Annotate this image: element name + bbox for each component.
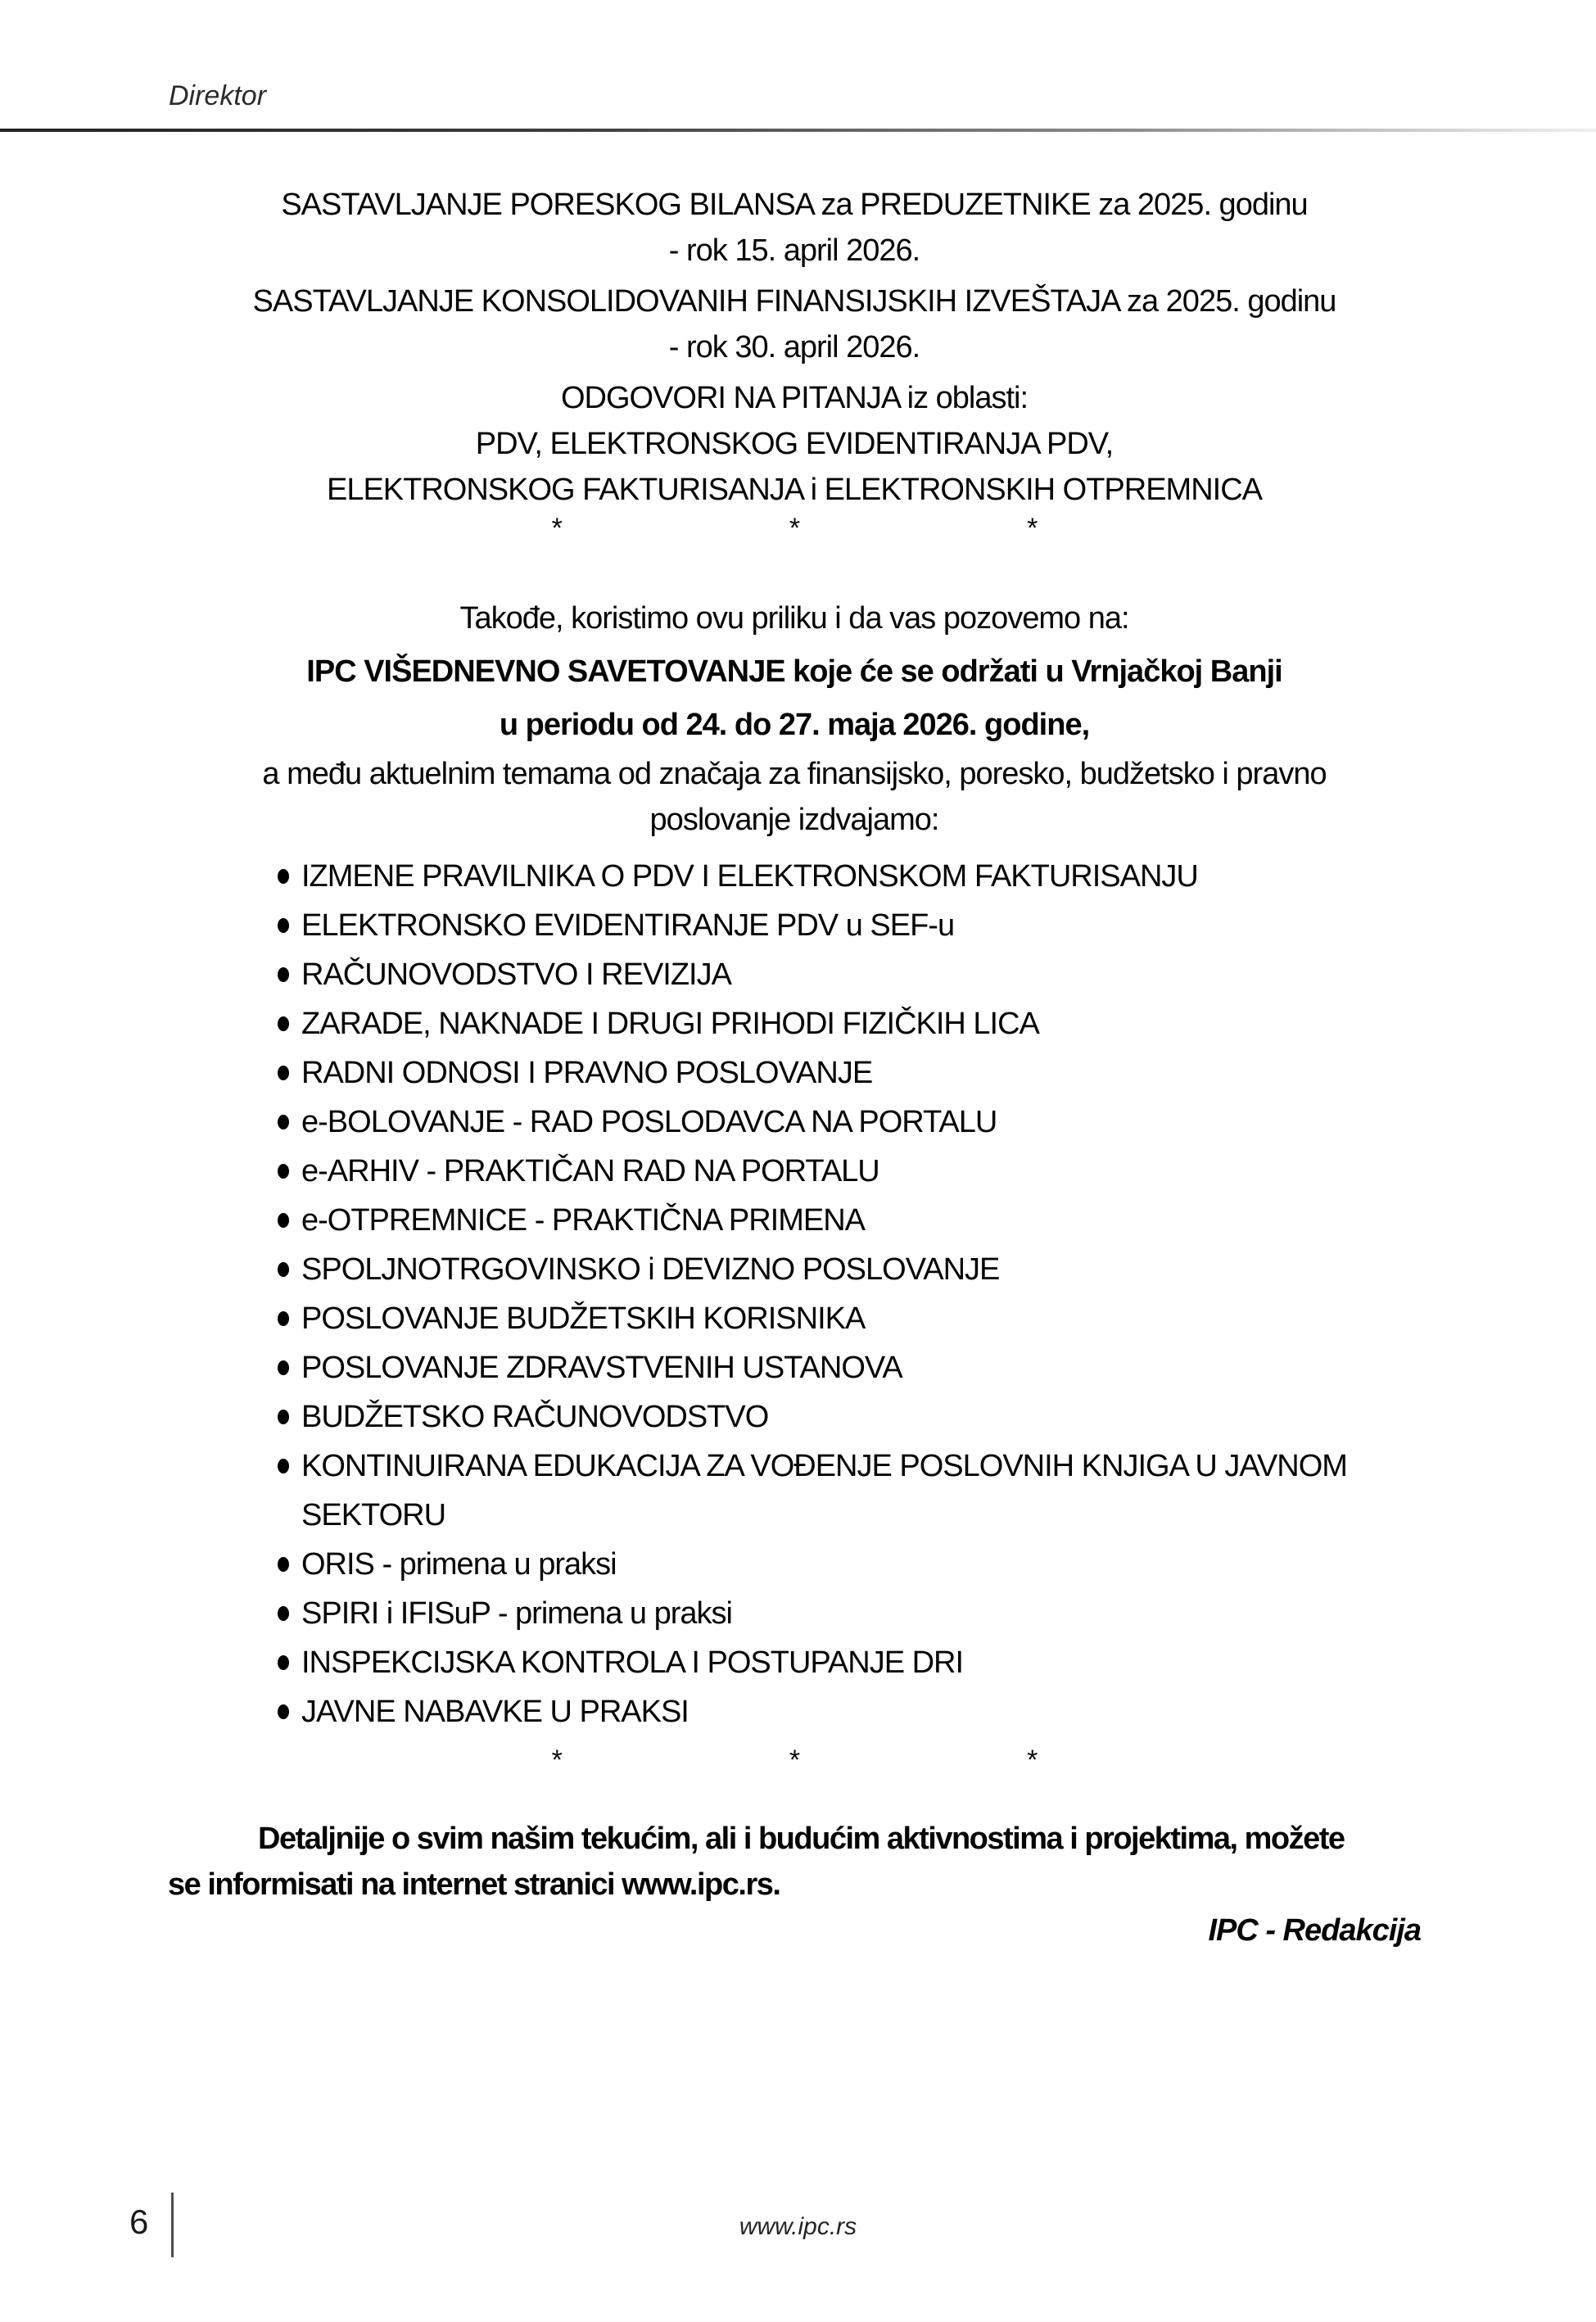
topic-item: SPOLJNOTRGOVINSKO i DEVIZNO POSLOVANJE xyxy=(168,1245,1421,1294)
topic-item: e-ARHIV - PRAKTIČAN RAD NA PORTALU xyxy=(168,1147,1421,1196)
closing-line-1: Detaljnije o svim našim tekućim, ali i budućim aktivnostima i projektima, možete xyxy=(258,1822,1345,1856)
page-number: 6 xyxy=(129,2202,149,2241)
invitation-intro: Takođe, koristimo ovu priliku i da vas pozovemo na: xyxy=(459,601,1129,636)
content-column xyxy=(168,182,1421,1953)
deadline-announcement-1 xyxy=(168,182,1421,274)
asterisk: * xyxy=(789,513,800,544)
deadline-1-date: - rok 15. april 2026. xyxy=(668,233,920,268)
topic-item: RAČUNOVODSTVO I REVIZIJA xyxy=(168,950,1421,999)
asterisk: * xyxy=(1027,513,1038,544)
topic-item-line-1: KONTINUIRANA EDUKACIJA ZA VOĐENJE POSLOVNIH KNJIGA U JAVNOM xyxy=(301,1449,1347,1483)
topics-list xyxy=(168,852,1421,1736)
topics-lead-line-1: a među aktuelnim temama od značaja za finansijsko, poresko, budžetsko i pravno xyxy=(262,757,1327,791)
deadline-2-title: SASTAVLJANJE KONSOLIDOVANIH FINANSIJSKIH IZVEŠTAJA za 2025. godinu xyxy=(252,284,1336,319)
invitation-event-line-2: u periodu od 24. do 27. maja 2026. godine, xyxy=(499,708,1090,742)
closing-note xyxy=(168,1816,1421,1908)
answers-line-1: ODGOVORI NA PITANJA iz oblasti: xyxy=(560,381,1029,415)
topic-item: IZMENE PRAVILNIKA O PDV I ELEKTRONSKOM FAKTURISANJU xyxy=(168,852,1421,901)
asterisk-separator-top xyxy=(168,513,1421,545)
closing-line-2: se informisati na internet stranici www.ipc.rs. xyxy=(168,1867,780,1902)
deadline-announcement-2 xyxy=(168,278,1421,370)
topics-lead-line-2: poslovanje izdvajamo: xyxy=(649,803,939,837)
topic-item: ELEKTRONSKO EVIDENTIRANJE PDV u SEF-u xyxy=(168,901,1421,950)
asterisk-separator-bottom xyxy=(168,1745,1421,1777)
topic-item: BUDŽETSKO RAČUNOVODSTVO xyxy=(168,1392,1421,1442)
footer-website: www.ipc.rs xyxy=(739,2213,857,2240)
topic-item: JAVNE NABAVKE U PRAKSI xyxy=(168,1687,1421,1736)
topic-item: INSPEKCIJSKA KONTROLA I POSTUPANJE DRI xyxy=(168,1638,1421,1687)
invitation-event-line-1: IPC VIŠEDNEVNO SAVETOVANJE koje će se održati u Vrnjačkoj Banji xyxy=(306,654,1282,689)
topic-item: ZARADE, NAKNADE I DRUGI PRIHODI FIZIČKIH LICA xyxy=(168,999,1421,1048)
topic-item-two-line xyxy=(168,1442,1421,1540)
topic-item-line-2: SEKTORU xyxy=(301,1498,446,1532)
header-rule xyxy=(0,129,1596,132)
asterisk: * xyxy=(789,1745,800,1776)
topic-item: POSLOVANJE ZDRAVSTVENIH USTANOVA xyxy=(168,1343,1421,1392)
topic-item: POSLOVANJE BUDŽETSKIH KORISNIKA xyxy=(168,1294,1421,1343)
topic-item: e-OTPREMNICE - PRAKTIČNA PRIMENA xyxy=(168,1196,1421,1245)
asterisk: * xyxy=(1027,1745,1038,1776)
answers-section xyxy=(168,375,1421,513)
answers-line-2: PDV, ELEKTRONSKOG EVIDENTIRANJA PDV, xyxy=(475,427,1114,461)
signature: IPC - Redakcija xyxy=(1208,1913,1421,1948)
asterisk: * xyxy=(551,513,562,544)
asterisk: * xyxy=(551,1745,562,1776)
topic-item: ORIS - primena u praksi xyxy=(168,1540,1421,1589)
answers-line-3: ELEKTRONSKOG FAKTURISANJA i ELEKTRONSKIH OTPREMNICA xyxy=(326,473,1262,507)
topic-item: SPIRI i IFISuP - primena u praksi xyxy=(168,1589,1421,1638)
page-header-label: Direktor xyxy=(169,80,267,111)
deadline-2-date: - rok 30. april 2026. xyxy=(668,330,920,364)
topic-item: e-BOLOVANJE - RAD POSLODAVCA NA PORTALU xyxy=(168,1098,1421,1147)
topic-item: RADNI ODNOSI I PRAVNO POSLOVANJE xyxy=(168,1048,1421,1098)
deadline-1-title: SASTAVLJANJE PORESKOG BILANSA za PREDUZETNIKE za 2025. godinu xyxy=(281,188,1308,222)
